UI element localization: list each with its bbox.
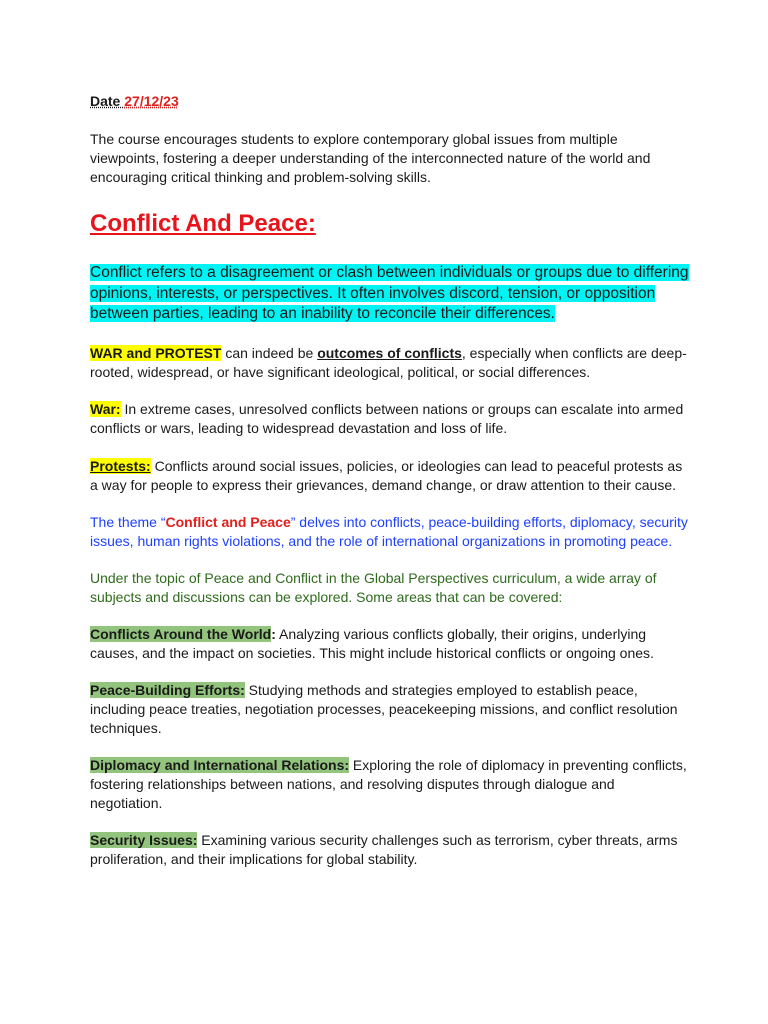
conflict-definition	[90, 263, 690, 325]
area-text: Analyzing various conflicts globally, their origins, underlying causes, and the impact on societies. This might include historical conflicts or ongoing ones.	[90, 625, 654, 661]
area-text: Examining various security challenges such as terrorism, cyber threats, arms proliferation, and their implications for global stability.	[90, 831, 678, 867]
outcomes-text-2: , especially when conflicts are deep-rooted, widespread, or have significant ideological, political, or social differences.	[90, 344, 687, 380]
document-body	[90, 92, 690, 869]
area-paragraph	[90, 681, 690, 738]
area-label: Peace-Building Efforts:	[90, 681, 245, 698]
area-label: Diplomacy and International Relations:	[90, 756, 350, 773]
section-heading: Conflict And Peace:	[90, 210, 316, 237]
war-protest-highlight: WAR and PROTEST	[90, 344, 222, 361]
outcomes-emphasis: outcomes of conflicts	[317, 344, 462, 361]
definition-highlight: Conflict refers to a disagreement or clash between individuals or groups due to differing opinions, interests, or perspectives. It often involves discord, tension, or opposition between parties, leading to an inability to reconcile their differences.	[90, 264, 689, 322]
theme-highlight: Conflict and Peace	[165, 513, 291, 530]
area-text: Studying methods and strategies employed to establish peace, including peace treaties, negotiation processes, peacekeeping missions, and conflict resolution techniques.	[90, 681, 678, 736]
area-paragraph	[90, 831, 690, 869]
protests-text: Conflicts around social issues, policies, or ideologies can lead to peaceful protests as a way for people to express their grievances, demand change, or draw attention to their cause.	[90, 457, 683, 493]
protests-label: Protests:	[90, 457, 151, 474]
intro-paragraph: The course encourages students to explore contemporary global issues from multiple viewpoints, fostering a deeper understanding of the interconnected nature of the world and encouraging critical thinking and problem-solving skills.	[90, 131, 651, 185]
area-paragraph	[90, 756, 690, 813]
area-label-colon: :	[271, 625, 276, 642]
outcomes-paragraph	[90, 344, 690, 382]
area-label: Conflicts Around the World	[90, 625, 272, 642]
outcomes-text-1: can indeed be	[221, 344, 318, 361]
war-label: War:	[90, 400, 121, 417]
area-text: Exploring the role of diplomacy in preventing conflicts, fostering relationships between nations, and resolving disputes through dialogue and negotiation.	[90, 756, 687, 811]
date-line	[90, 92, 690, 111]
topic-paragraph: Under the topic of Peace and Conflict in the Global Perspectives curriculum, a wide array of subjects and discussions can be explored. Some areas that can be covered:	[90, 569, 657, 605]
war-text: In extreme cases, unresolved conflicts between nations or groups can escalate into armed conflicts or wars, leading to widespread devastation and loss of life.	[90, 400, 684, 436]
date-value: 27/12/23	[124, 93, 179, 109]
theme-paragraph	[90, 513, 690, 551]
area-paragraph	[90, 625, 690, 663]
protests-paragraph	[90, 457, 690, 495]
theme-text-1: The theme “	[90, 513, 166, 530]
date-label: Date	[90, 93, 121, 109]
area-label: Security Issues:	[90, 831, 198, 848]
theme-text-2: ” delves into conflicts, peace-building efforts, diplomacy, security issues, human rights violations, and the role of international organizations in promoting peace.	[90, 513, 688, 549]
war-paragraph	[90, 400, 690, 438]
